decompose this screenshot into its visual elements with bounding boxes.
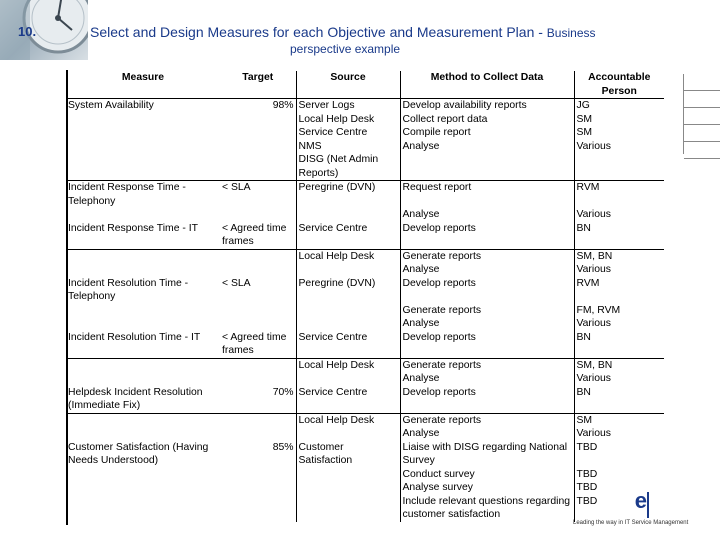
cell-method: Develop reports [400,386,574,414]
cell-method: Generate reports Analyse [400,413,574,441]
logo-letter: e [634,488,647,513]
company-logo [573,488,689,528]
cell-method: Develop reports [400,222,574,250]
cell-source: Customer Satisfaction [296,441,400,522]
cell-method: Request report Analyse [400,181,574,222]
cell-measure: Customer Satisfaction (Having Needs Understood) [68,441,209,466]
measurement-plan-table [66,71,664,522]
cell-source: Peregrine (DVN) [296,181,400,222]
table-row [66,181,664,222]
cell-accountable-person: TBD TBD TBD TBD [574,441,664,522]
cell-target: < Agreed time frames [220,222,296,250]
cell-method: Develop reports [400,331,574,359]
header-accountable-person: Accountable Person [574,71,664,99]
cell-method: Generate reports Analyse [400,358,574,386]
title-line-1: Select and Design Measures for each Objective and Measurement Plan - [90,24,547,40]
table-row [66,222,664,250]
cell-measure: Incident Resolution Time - IT [66,331,220,359]
cell-source: Local Help Desk [296,413,400,441]
header-measure: Measure [66,71,220,99]
cell-measure [66,249,220,277]
cell-source: Local Help Desk [296,358,400,386]
cell-source: Local Help Desk [296,249,400,277]
cell-method: Develop availability reports Collect report data Compile report Analyse [400,99,574,181]
slide-title [90,24,596,40]
cell-measure: Helpdesk Incident Resolution (Immediate Fix) [66,386,220,414]
logo-tagline: Leading the way in IT Service Management [573,520,689,526]
cell-target [220,413,296,441]
cell-measure: Incident Resolution Time - Telephony [68,277,189,302]
cell-source: Peregrine (DVN) [296,277,400,331]
table-row [66,249,664,277]
logo-bar [647,492,649,518]
table-row [66,386,664,414]
cell-target: < SLA [222,277,251,289]
cell-accountable-person: SM, BN Various [574,358,664,386]
cell-method: Liaise with DISG regarding National Survey Conduct survey Analyse survey Include relevant questions regarding customer satisfaction [400,441,574,522]
slide-number: 10. [18,24,37,39]
header-method: Method to Collect Data [400,71,574,99]
cell-accountable-person: BN [574,386,664,414]
table-row [66,413,664,441]
cell-accountable-person: SM Various [574,413,664,441]
table-row [66,358,664,386]
cell-target [220,358,296,386]
cell-source: Server Logs Local Help Desk Service Centre NMS DISG (Net Admin Reports) [296,99,400,181]
cell-source: Service Centre [296,331,400,359]
table-header-row [66,71,664,99]
cell-target: 98% [220,99,296,181]
cell-target: 85% [272,441,294,453]
table-row [66,331,664,359]
title-business: Business [546,26,596,40]
cell-accountable-person: SM, BN Various [574,249,664,277]
cell-measure: Incident Response Time - IT [66,222,220,250]
clock-icon [0,0,88,60]
cell-method: Develop reports Generate reports Analyse [400,277,574,331]
header-source: Source [296,71,400,99]
cell-measure: Incident Response Time - Telephony [68,182,186,207]
cell-accountable-person: JG SM SM Various [574,99,664,181]
cell-measure [66,358,220,386]
cell-accountable-person: BN [574,222,664,250]
cell-method: Generate reports Analyse [400,249,574,277]
table-row [66,277,664,331]
clock-photo [0,0,88,60]
cell-accountable-person: RVM Various [574,181,664,222]
cell-measure [66,413,220,441]
cell-accountable-person: BN [574,331,664,359]
header-target: Target [220,71,296,99]
cell-source: Service Centre [296,222,400,250]
table-row [66,99,664,181]
cell-target: 70% [220,386,296,414]
cell-measure: System Availability [66,99,220,181]
decorative-grid [683,74,720,154]
cell-source: Service Centre [296,386,400,414]
cell-target: < Agreed time frames [220,331,296,359]
cell-target [220,249,296,277]
slide-subtitle: perspective example [290,42,401,56]
cell-accountable-person: RVM FM, RVM Various [574,277,664,331]
cell-target: < SLA [222,182,251,193]
